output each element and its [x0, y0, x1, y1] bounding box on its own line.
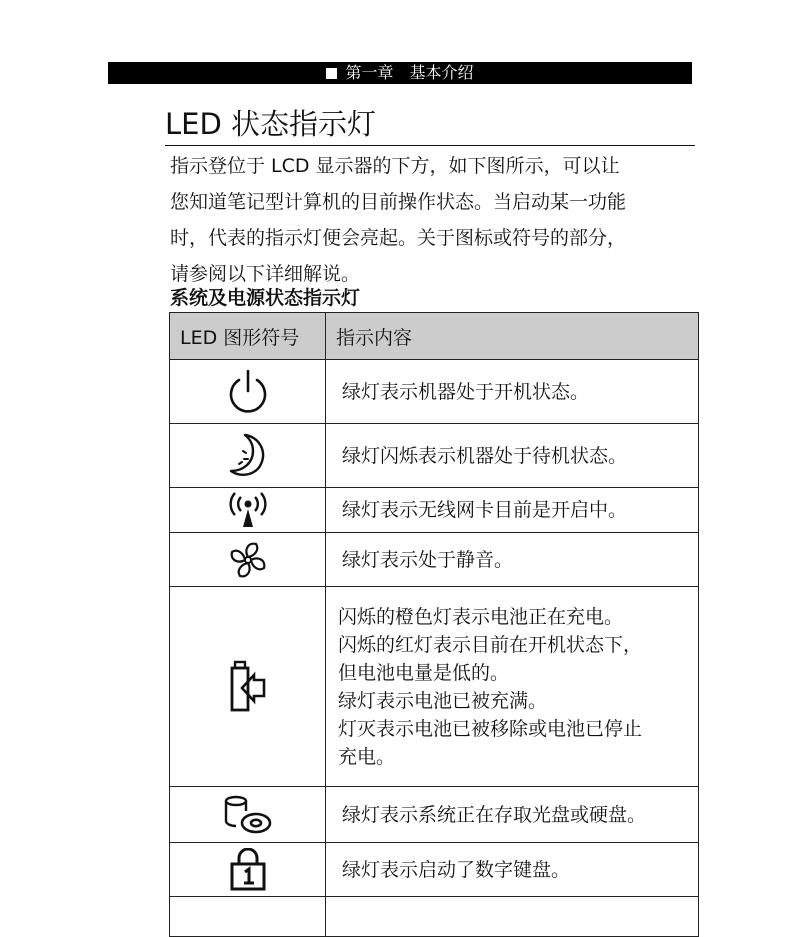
page-title: LED 状态指示灯	[165, 104, 695, 146]
standby-moon-icon	[223, 431, 273, 481]
row-description: 绿灯表示电池已被充满。	[338, 689, 548, 712]
intro-line: 指示登位于 LCD 显示器的下方，如下图所示，可以让	[170, 155, 620, 177]
table-row	[170, 533, 699, 587]
row-description: 绿灯表示机器处于开机状态。	[342, 380, 590, 403]
fan-silent-icon	[226, 538, 270, 582]
intro-paragraph	[170, 148, 700, 292]
section-subtitle: 系统及电源状态指示灯	[170, 287, 361, 309]
disk-access-icon	[221, 793, 275, 837]
table-row	[170, 843, 699, 897]
table-row	[170, 360, 699, 424]
row-description: 闪烁的橙色灯表示电池正在充电。	[338, 605, 624, 628]
wireless-icon	[224, 490, 272, 530]
chapter-title: 第一章 基本介绍	[345, 63, 474, 82]
power-icon	[225, 367, 271, 417]
chapter-header-bar	[108, 62, 692, 84]
battery-charge-icon	[226, 660, 270, 714]
row-description: 但电池电量是低的。	[338, 661, 510, 684]
row-description: 灯灭表示电池已被移除或电池已停止	[338, 717, 643, 740]
table-row	[170, 897, 699, 937]
num-lock-icon	[226, 848, 270, 892]
table-row	[170, 424, 699, 488]
row-description: 绿灯表示启动了数字键盘。	[342, 858, 571, 881]
table-row	[170, 787, 699, 843]
table-row	[170, 587, 699, 787]
row-description: 绿灯闪烁表示机器处于待机状态。	[342, 444, 628, 467]
row-description: 绿灯表示系统正在存取光盘或硬盘。	[342, 803, 647, 826]
table-row	[170, 488, 699, 533]
intro-line: 时，代表的指示灯便会亮起。关于图标或符号的部分，	[170, 227, 627, 249]
intro-line: 请参阅以下详细解说。	[170, 263, 361, 285]
header-led-symbol: LED 图形符号	[170, 313, 326, 360]
row-description: 绿灯表示处于静音。	[342, 548, 514, 571]
row-description: 绿灯表示无线网卡目前是开启中。	[342, 499, 628, 521]
led-indicator-table	[169, 312, 699, 937]
intro-line: 您知道笔记型计算机的目前操作状态。当启动某一功能	[170, 191, 627, 213]
table-header-row	[170, 313, 699, 360]
row-description: 充电。	[338, 745, 396, 768]
square-bullet-icon	[326, 68, 337, 79]
header-description: 指示内容	[326, 313, 699, 360]
row-description: 闪烁的红灯表示目前在开机状态下，	[338, 633, 643, 656]
